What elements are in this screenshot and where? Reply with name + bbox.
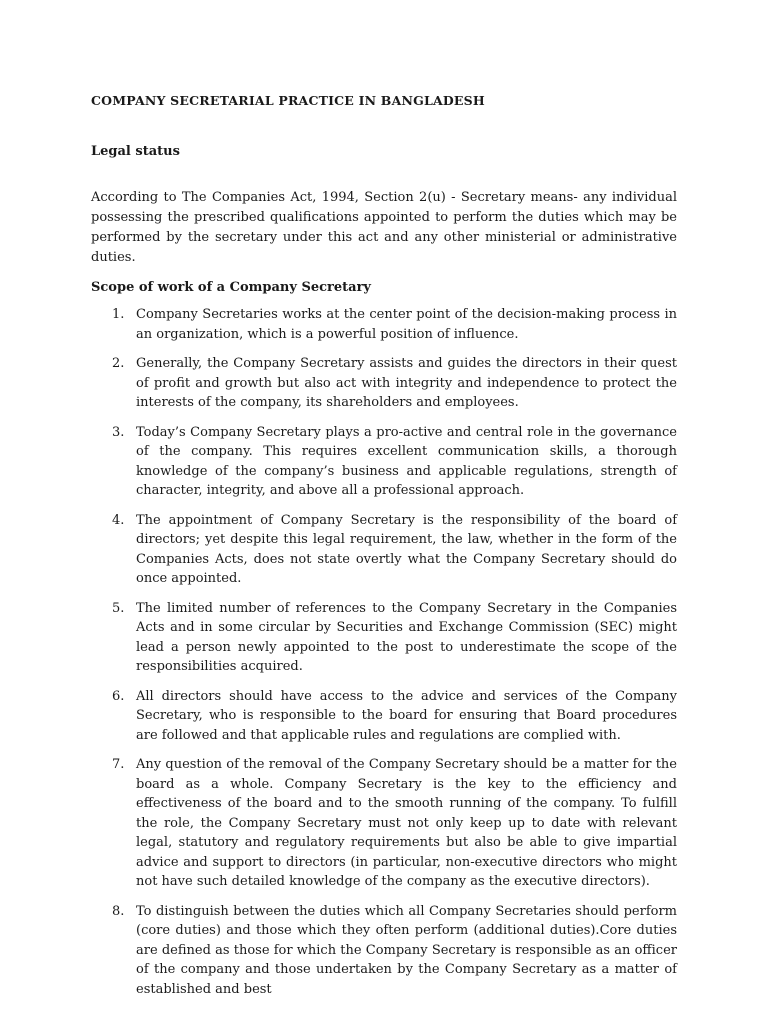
list-item [91,305,677,344]
legal-status-paragraph: According to The Companies Act, 1994, Section 2(u) - Secretary means- any individual possessing the prescribed qualifications appointed to perform the duties which may be performed by the secretary under this act and any other ministerial or administrative duties. [91,190,677,265]
list-item-number: 7. [112,757,125,772]
list-item-text: Today’s Company Secretary plays a pro-active and central role in the governance of the company. This requires excellent communication skills, a thorough knowledge of the company’s business and applicable regulations, strength of character, integrity, and above all a professional approach. [136,424,677,498]
document-page [91,92,677,1009]
list-item-text: To distinguish between the duties which all Company Secretaries should perform (core duties) and those which they often perform (additional duties).Core duties are defined as those for which the Company Secretary is responsible as an officer of the company and those undertaken by the Company Secretary as a matter of established and best [136,903,677,997]
list-item-number: 6. [112,688,125,704]
list-item-number: 1. [112,307,125,322]
list-item-text: All directors should have access to the advice and services of the Company Secretary, who is responsible to the board for ensuring that Board procedures are followed and that applicable rules and regulations are complied with. [136,688,677,743]
list-item-number: 2. [112,356,125,371]
list-item-number: 8. [112,903,125,919]
list-item [91,511,677,589]
list-item-text: Company Secretaries works at the center point of the decision-making process in an organization, which is a powerful position of influence. [136,307,677,342]
list-item [91,687,677,746]
list-item [91,755,677,892]
scope-heading: Scope of work of a Company Secretary [91,280,371,295]
legal-status-heading: Legal status [91,144,180,159]
list-item [91,902,677,1000]
list-item-number: 3. [112,424,125,440]
scope-list [91,305,677,999]
list-item [91,423,677,501]
list-item-text: The appointment of Company Secretary is the responsibility of the board of directors; yet despite this legal requirement, the law, whether in the form of the Companies Acts, does not state overtly what the Company Secretary should do once appointed. [136,512,677,586]
list-item-text: Generally, the Company Secretary assists and guides the directors in their quest of profit and growth but also act with integrity and independence to protect the interests of the company, its shareholders and employees. [136,356,677,410]
document-title: COMPANY SECRETARIAL PRACTICE IN BANGLADESH [91,93,485,108]
list-item [91,599,677,677]
list-item-text: The limited number of references to the Company Secretary in the Companies Acts and in some circular by Securities and Exchange Commission (SEC) might lead a person newly appointed to the post to underestimate the scope of the responsibilities acquired. [136,600,677,674]
list-item-number: 5. [112,600,125,616]
list-item-text: Any question of the removal of the Company Secretary should be a matter for the board as a whole. Company Secretary is the key to the efficiency and effectiveness of the board and to the smooth running of the company. To fulfill the role, the Company Secretary must not only keep up to date with relevant legal, statutory and regulatory requirements but also be able to give impartial advice and support to directors (in particular, non-executive directors who might not have such detailed knowledge of the company as the executive directors). [136,757,677,889]
list-item-number: 4. [112,512,125,528]
list-item [91,354,677,413]
